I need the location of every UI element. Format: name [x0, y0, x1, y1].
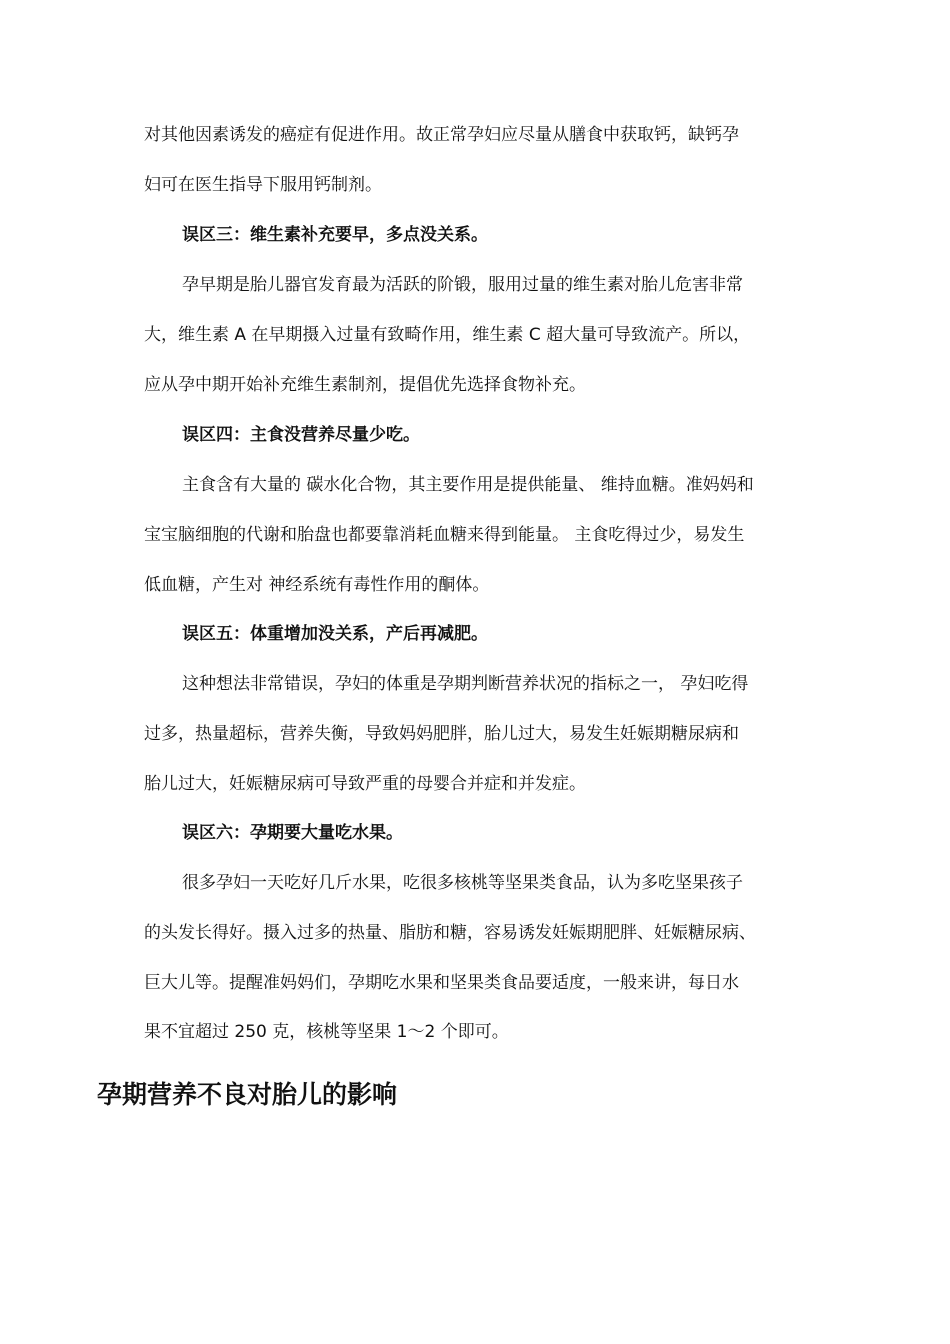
- paragraph-line: 的头发长得好。摄入过多的热量、脂肪和糖，容易诱发妊娠期肥胖、妊娠糖尿病、: [144, 923, 756, 943]
- paragraph-line: 低血糖，产生对 神经系统有毒性作用的酮体。: [144, 575, 490, 595]
- paragraph-line: 孕早期是胎儿器官发育最为活跃的阶锻，服用过量的维生素对胎儿危害非常: [182, 275, 743, 295]
- paragraph-line: 宝宝脑细胞的代谢和胎盘也都要靠消耗血糖来得到能量。 主食吃得过少，易发生: [144, 525, 745, 545]
- paragraph-line: 过多，热量超标，营养失衡，导致妈妈肥胖，胎儿过大，易发生妊娠期糖尿病和: [144, 724, 739, 744]
- misconception-heading-6: 误区六：孕期要大量吃水果。: [182, 823, 403, 843]
- misconception-heading-5: 误区五：体重增加没关系，产后再减肥。: [182, 624, 488, 644]
- section-heading: 孕期营养不良对胎儿的影响: [97, 1080, 398, 1109]
- misconception-heading-3: 误区三：维生素补充要早，多点没关系。: [182, 225, 488, 245]
- paragraph-line: 很多孕妇一天吃好几斤水果，吃很多核桃等坚果类食品，认为多吃坚果孩子: [182, 873, 743, 893]
- paragraph-line: 应从孕中期开始补充维生素制剂，提倡优先选择食物补充。: [144, 375, 586, 395]
- misconception-heading-4: 误区四：主食没营养尽量少吃。: [182, 425, 420, 445]
- paragraph-line: 巨大儿等。提醒准妈妈们，孕期吃水果和坚果类食品要适度，一般来讲，每日水: [144, 973, 739, 993]
- paragraph-line: 胎儿过大，妊娠糖尿病可导致严重的母婴合并症和并发症。: [144, 774, 586, 794]
- paragraph-line: 妇可在医生指导下服用钙制剂。: [144, 175, 382, 195]
- paragraph-line: 这种想法非常错误，孕妇的体重是孕期判断营养状况的指标之一， 孕妇吃得: [182, 674, 749, 694]
- paragraph-line: 大，维生素 A 在早期摄入过量有致畸作用，维生素 C 超大量可导致流产。所以，: [144, 325, 751, 345]
- paragraph-line: 主食含有大量的 碳水化合物，其主要作用是提供能量、 维持血糖。准妈妈和: [182, 475, 754, 495]
- paragraph-line: 对其他因素诱发的癌症有促进作用。故正常孕妇应尽量从膳食中获取钙，缺钙孕: [144, 125, 739, 145]
- paragraph-line: 果不宜超过 250 克，核桃等坚果 1～2 个即可。: [144, 1022, 509, 1042]
